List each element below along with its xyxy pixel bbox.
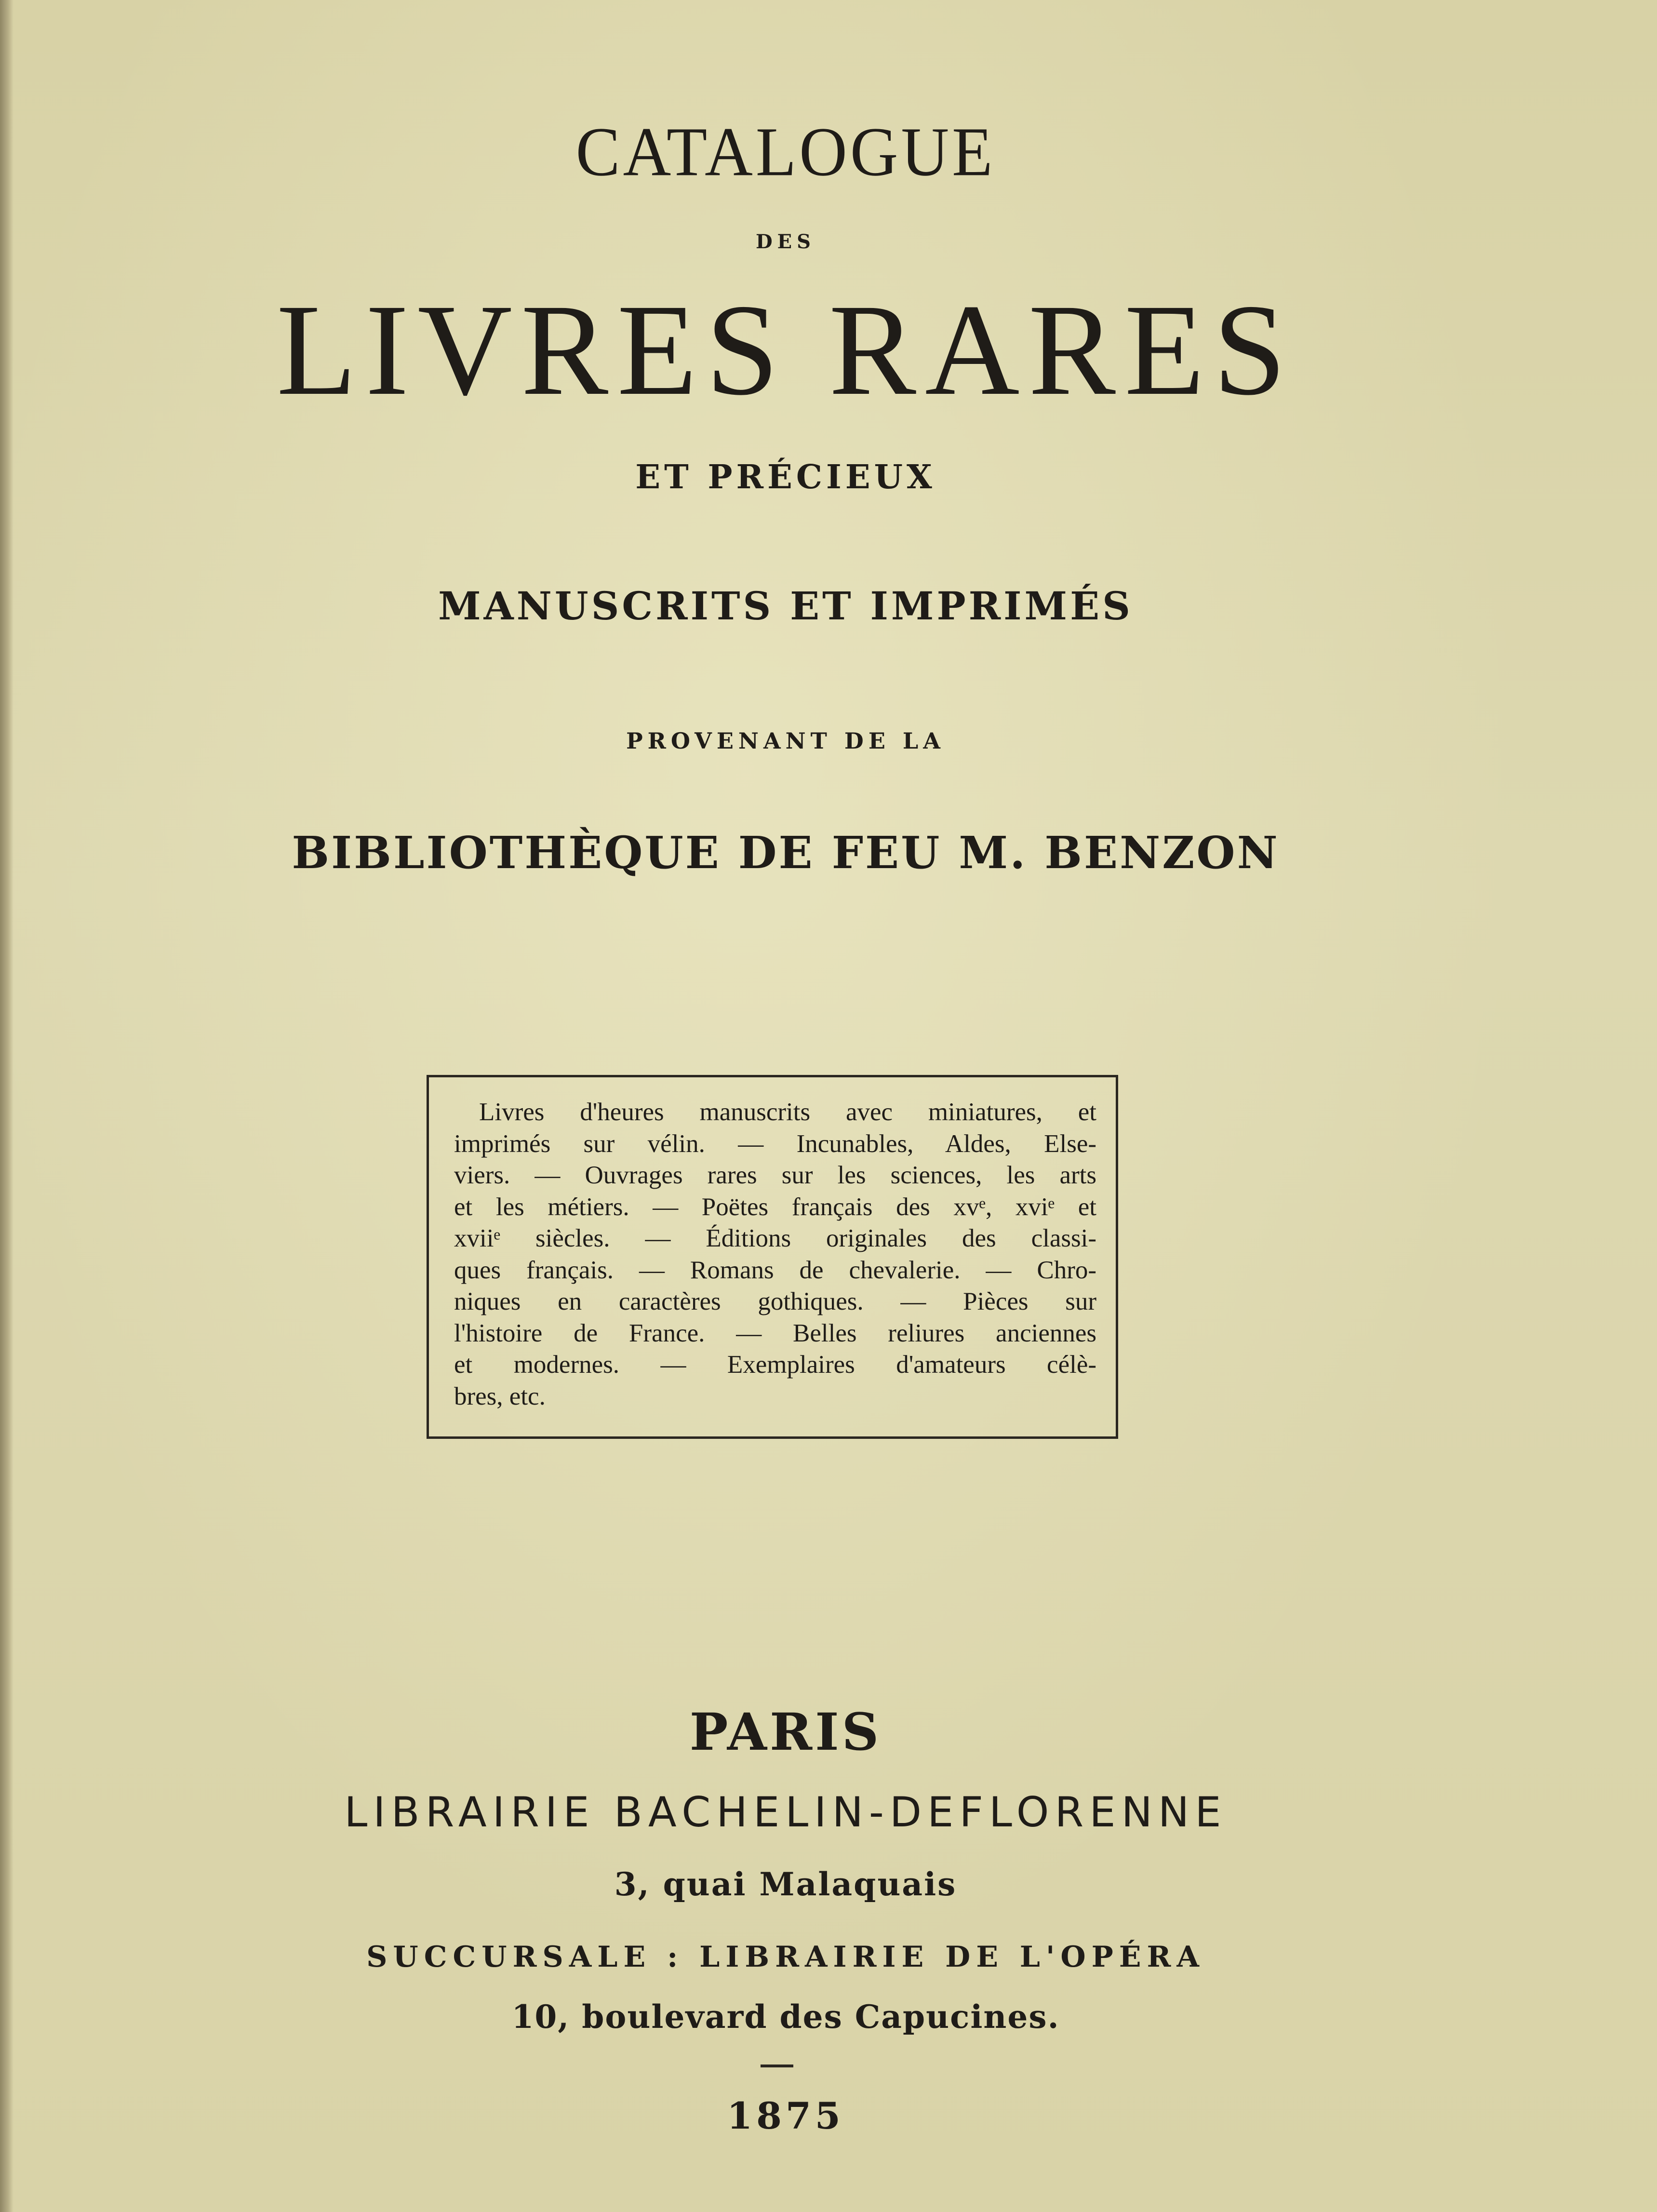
library-name: BIBLIOTHÈQUE DE FEU M. BENZON	[292, 827, 1280, 879]
imprint-branch: SUCCURSALE : LIBRAIRIE DE L'OPÉRA	[366, 1940, 1205, 1974]
imprint-year: 1875	[727, 2094, 844, 2137]
main-title: LIVRES RARES	[276, 277, 1295, 422]
imprint-city: PARIS	[689, 1702, 882, 1762]
subtitle-et-precieux: ET PRÉCIEUX	[635, 458, 936, 496]
imprint-branch-address: 10, boulevard des Capucines.	[511, 1998, 1060, 2036]
description-line: niques en caractères gothiques. — Pièces sur	[454, 1287, 1096, 1315]
contents-description-box	[427, 1075, 1118, 1439]
description-line: ques français. — Romans de chevalerie. — Chro-	[454, 1256, 1096, 1284]
description-line: et les métiers. — Poëtes français des xvᵉ, xviᵉ et	[454, 1193, 1096, 1221]
subtitle-manuscrits: MANUSCRITS ET IMPRIMÉS	[438, 583, 1133, 629]
provenant-line: PROVENANT DE LA	[626, 728, 945, 754]
description-line: l'histoire de France. — Belles reliures anciennes	[454, 1319, 1096, 1347]
description-line: bres, etc.	[454, 1382, 546, 1410]
description-line: imprimés sur vélin. — Incunables, Aldes, Else-	[454, 1129, 1096, 1158]
imprint-address: 3, quai Malaquais	[614, 1865, 957, 1903]
description-line: Livres d'heures manuscrits avec miniatures, et	[479, 1098, 1096, 1126]
imprint-publisher: LIBRAIRIE BACHELIN-DEFLORENNE	[344, 1788, 1227, 1837]
des-connector: DES	[755, 230, 816, 253]
catalogue-heading: CATALOGUE	[575, 113, 996, 190]
separator-rule	[761, 2065, 793, 2067]
description-line: et modernes. — Exemplaires d'amateurs célè-	[454, 1351, 1096, 1379]
description-line: viers. — Ouvrages rares sur les sciences, les arts	[454, 1161, 1096, 1189]
description-line: xviiᵉ siècles. — Éditions originales des classi-	[454, 1224, 1096, 1252]
